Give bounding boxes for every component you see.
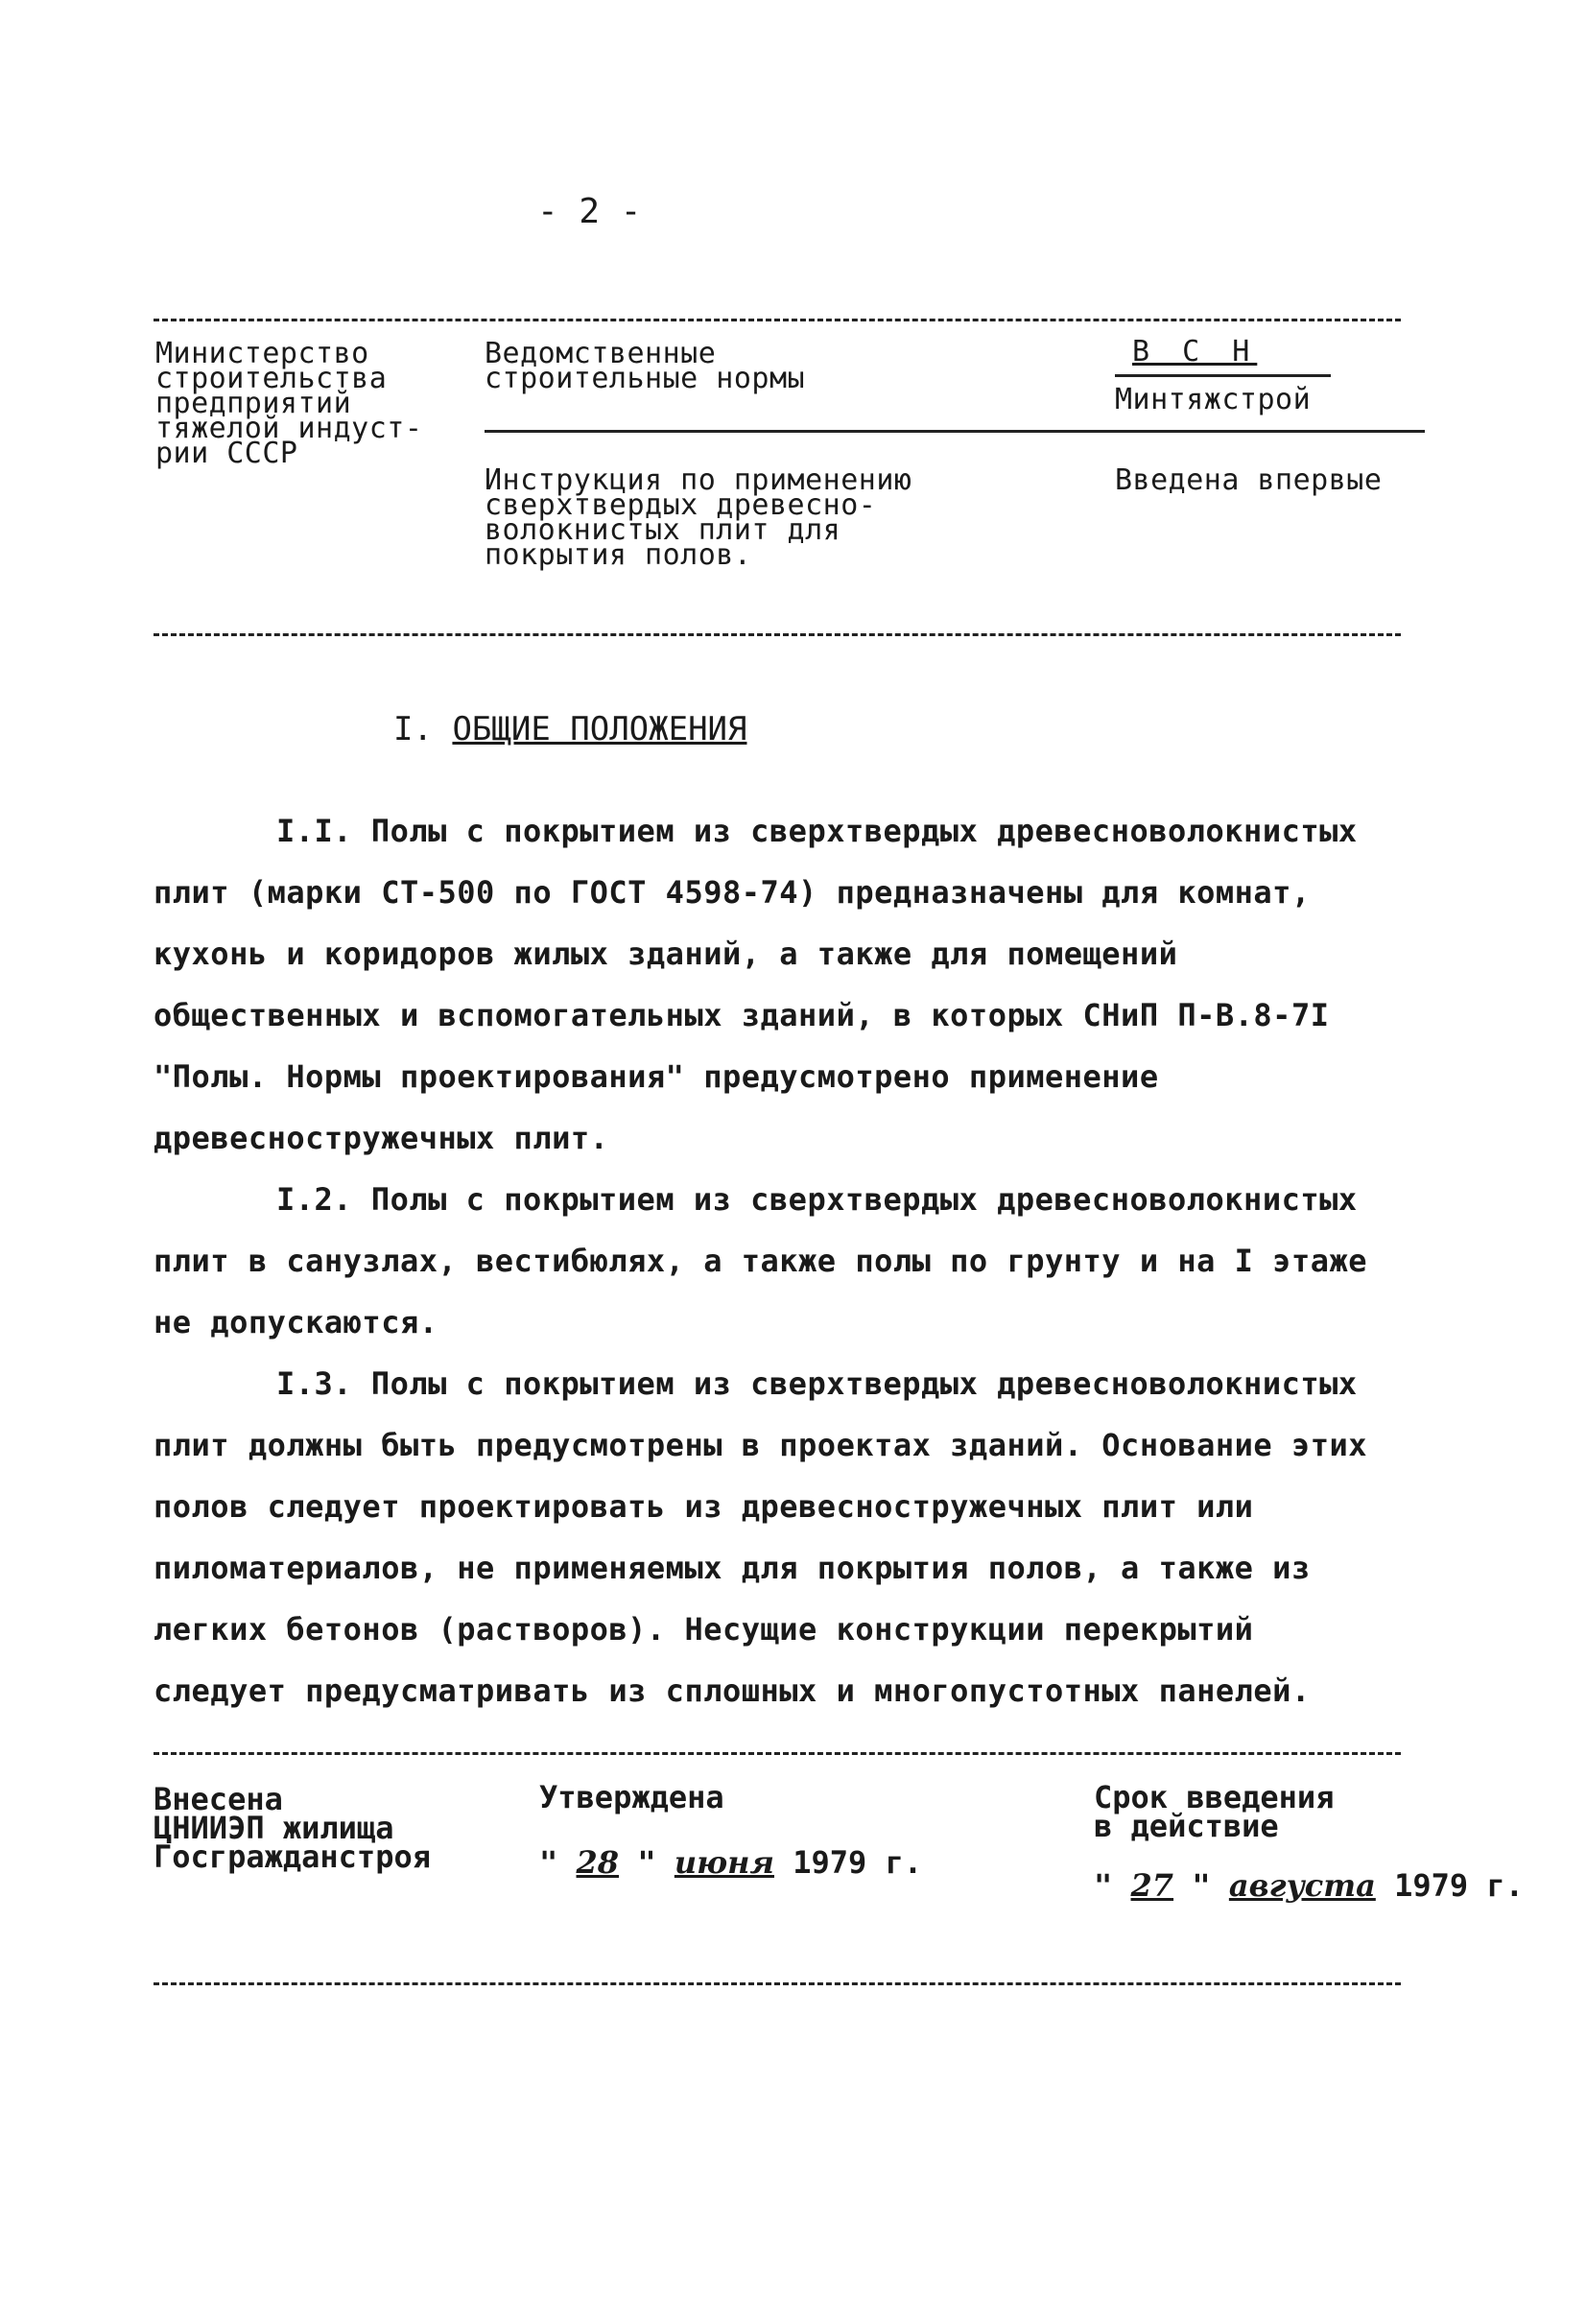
effective-date: " 27 " августа 1979 г. bbox=[1094, 1867, 1524, 1904]
effective-month: августа bbox=[1228, 1867, 1376, 1904]
status: Введена впервые bbox=[1115, 463, 1383, 497]
ministry-line: Министерство bbox=[155, 337, 369, 370]
section-number: I. bbox=[393, 710, 433, 748]
approved-block bbox=[539, 1779, 923, 1881]
code-block bbox=[1132, 335, 1258, 368]
body-text bbox=[154, 800, 1391, 1721]
code-underline bbox=[1115, 374, 1331, 377]
norms-type-block bbox=[485, 337, 806, 395]
effective-day: 27 bbox=[1130, 1867, 1174, 1904]
doc-title-line: Инструкция по применению bbox=[485, 463, 912, 497]
approved-year: 1979 г. bbox=[793, 1844, 923, 1881]
page-number: - 2 - bbox=[537, 192, 642, 231]
approved-date: " 28 " июня 1979 г. bbox=[539, 1844, 923, 1881]
footer-bottom-divider bbox=[154, 1982, 1401, 1985]
section-heading: ОБЩИЕ ПОЛОЖЕНИЯ bbox=[452, 710, 747, 748]
ministry-line: тяжелой индуст- bbox=[155, 412, 423, 445]
doc-title-block bbox=[485, 463, 912, 572]
ministry-line: предприятий bbox=[155, 387, 352, 420]
effective-year: 1979 г. bbox=[1394, 1867, 1524, 1904]
header-rule bbox=[485, 430, 1425, 433]
footer-top-divider bbox=[154, 1752, 1401, 1755]
approved-label: Утверждена bbox=[539, 1779, 724, 1815]
paragraph-1-3: I.3. Полы с покрытием из сверхтвердых древесноволокнистых плит должны быть предусмотрены в проектах зданий. Основание этих полов следует проектировать из древесностружечных плит или пиломатериалов, не применяемых для покрытия полов, а также из легких бетонов (растворов). Несущие конструкции перекрытий следует предусматривать из сплошных и многопустотных панелей. bbox=[154, 1365, 1367, 1709]
header-bottom-divider bbox=[154, 633, 1401, 636]
norms-type-line: Ведомственные bbox=[485, 337, 717, 370]
submitted-block bbox=[154, 1781, 431, 1875]
paragraph-1-1: I.I. Полы с покрытием из сверхтвердых древесноволокнистых плит (марки СТ-500 по ГОСТ 4598-74) предназначены для комнат, кухонь и коридоров жилых зданий, а также для помещений общественных и вспомогательных зданий, в которых СНиП П-В.8-7I "Полы. Нормы проектирования" предусмотрено применение древесностружечных плит. bbox=[154, 813, 1358, 1156]
approved-day: 28 bbox=[576, 1844, 620, 1881]
effective-block bbox=[1094, 1779, 1524, 1904]
effective-line: в действие bbox=[1094, 1808, 1279, 1844]
top-divider bbox=[154, 319, 1401, 321]
doc-title-line: покрытия полов. bbox=[485, 538, 752, 572]
ministry-block bbox=[155, 337, 423, 470]
agency: Минтяжстрой bbox=[1115, 383, 1312, 416]
ministry-line: рии СССР bbox=[155, 437, 298, 470]
approved-month: июня bbox=[674, 1844, 774, 1881]
effective-line: Срок введения bbox=[1094, 1779, 1335, 1815]
submitted-line: Внесена bbox=[154, 1781, 283, 1817]
doc-title-line: волокнистых плит для bbox=[485, 513, 841, 547]
norms-type-line: строительные нормы bbox=[485, 362, 806, 395]
document-code: В С Н bbox=[1132, 335, 1258, 368]
doc-title-line: сверхтвердых древесно- bbox=[485, 488, 877, 522]
submitted-line: ЦНИИЭП жилища bbox=[154, 1810, 394, 1846]
submitted-line: Госгражданстроя bbox=[154, 1838, 431, 1875]
ministry-line: строительства bbox=[155, 362, 388, 395]
paragraph-1-2: I.2. Полы с покрытием из сверхтвердых древесноволокнистых плит в санузлах, вестибюлях, а также полы по грунту и на I этаже не допускаются. bbox=[154, 1181, 1367, 1340]
section-title bbox=[393, 710, 746, 748]
